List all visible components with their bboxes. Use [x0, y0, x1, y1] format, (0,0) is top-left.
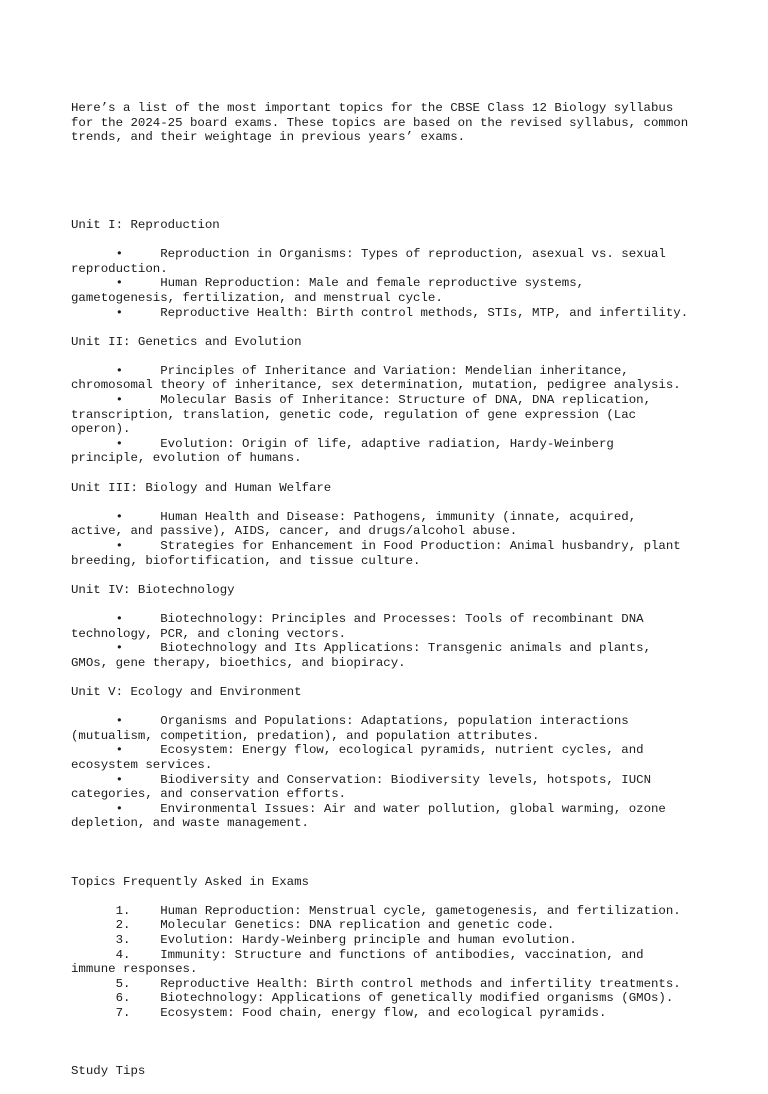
bullet-glyph: • [115, 363, 124, 378]
bullet-item [71, 247, 711, 276]
item-number: 6. [115, 991, 131, 1006]
bullet-glyph: • [115, 611, 124, 626]
item-text: Human Reproduction: Menstrual cycle, gametogenesis, and fertilization. [160, 903, 681, 918]
bullet-glyph: • [115, 276, 124, 291]
bullet-item [71, 437, 711, 466]
bullet-item [71, 510, 711, 539]
bullet-text: Human Health and Disease: Pathogens, immunity (innate, acquired, active, and passive), AIDS, cancer, and drugs/alcohol abuse. [71, 509, 637, 539]
bullet-glyph: • [115, 539, 124, 553]
bullet-glyph: • [115, 436, 124, 451]
study-tips-heading: Study Tips [71, 1064, 146, 1079]
bullet-item [71, 364, 711, 393]
bullet-item [71, 743, 711, 772]
bullet-text: Reproductive Health: Birth control methods, STIs, MTP, and infertility. [160, 305, 689, 320]
numbered-item [71, 948, 711, 977]
bullet-text: Human Reproduction: Male and female reproductive systems, gametogenesis, fertilization, and menstrual cycle. [71, 276, 585, 305]
bullet-text: Biodiversity and Conservation: Biodiversity levels, hotspots, IUCN categories, and conservation efforts. [71, 772, 651, 802]
document-page [71, 72, 711, 1094]
frequent-topics-section [71, 875, 711, 1036]
numbered-item [71, 933, 711, 948]
numbered-item [71, 991, 711, 1006]
item-number: 2. [115, 918, 131, 933]
item-number: 5. [115, 976, 131, 991]
item-number: 4. [115, 947, 131, 962]
unit-heading: Unit V: Ecology and Environment [71, 684, 302, 699]
unit-heading: Unit III: Biology and Human Welfare [71, 480, 332, 495]
item-text: Evolution: Hardy-Weinberg principle and human evolution. [160, 933, 577, 948]
item-number: 1. [115, 903, 131, 918]
bullet-text: Molecular Basis of Inheritance: Structure of DNA, DNA replication, transcription, translation, genetic code, regulation of gene expression (Lac operon). [71, 393, 651, 437]
bullet-item [71, 773, 711, 802]
numbered-item [71, 1006, 711, 1021]
bullet-glyph: • [115, 772, 124, 787]
bullet-item [71, 641, 711, 670]
bullet-text: Ecosystem: Energy flow, ecological pyramids, nutrient cycles, and ecosystem services. [71, 743, 644, 772]
bullet-item [71, 306, 711, 321]
item-text: Ecosystem: Food chain, energy flow, and ecological pyramids. [160, 1006, 607, 1020]
bullet-item [71, 393, 711, 437]
item-text: Biotechnology: Applications of genetically modified organisms (GMOs). [160, 991, 674, 1006]
units-section [71, 218, 711, 846]
bullet-glyph: • [115, 714, 124, 729]
bullet-item [71, 539, 711, 568]
unit-heading: Unit IV: Biotechnology [71, 582, 235, 597]
bullet-item [71, 612, 711, 641]
unit-heading: Unit I: Reproduction [71, 217, 220, 232]
item-text: Reproductive Health: Birth control methods and infertility treatments. [160, 976, 681, 991]
bullet-item [71, 714, 711, 743]
bullet-text: Evolution: Origin of life, adaptive radiation, Hardy-Weinberg principle, evolution of humans. [71, 436, 614, 466]
bullet-glyph: • [115, 743, 124, 758]
bullet-glyph: • [115, 247, 124, 262]
item-number: 3. [115, 933, 131, 948]
bullet-text: Environmental Issues: Air and water pollution, global warming, ozone depletion, and waste management. [71, 801, 666, 831]
intro-paragraph: Here’s a list of the most important topics for the CBSE Class 12 Biology syllabus for the 2024-25 board exams. These topics are based on the revised syllabus, common trends, and their weightage in previous years’ exams. [71, 101, 689, 145]
bullet-item [71, 802, 711, 831]
unit-heading: Unit II: Genetics and Evolution [71, 334, 302, 349]
frequent-topics-heading: Topics Frequently Asked in Exams [71, 874, 309, 889]
item-text: Molecular Genetics: DNA replication and genetic code. [160, 918, 555, 933]
bullet-glyph: • [115, 641, 124, 656]
bullet-text: Principles of Inheritance and Variation: Mendelian inheritance, chromosomal theory of inheritance, sex determination, mutation, pedigree analysis. [71, 363, 681, 393]
numbered-item [71, 918, 711, 933]
numbered-item [71, 977, 711, 992]
bullet-glyph: • [115, 305, 124, 320]
bullet-item [71, 276, 711, 305]
bullet-text: Organisms and Populations: Adaptations, population interactions (mutualism, competition, predation), and population attributes. [71, 714, 629, 743]
bullet-glyph: • [115, 801, 124, 816]
bullet-text: Biotechnology and Its Applications: Transgenic animals and plants, GMOs, gene therapy, bioethics, and biopiracy. [71, 641, 651, 670]
item-text: Immunity: Structure and functions of antibodies, vaccination, and immune responses. [71, 947, 644, 977]
bullet-text: Biotechnology: Principles and Processes: Tools of recombinant DNA technology, PCR, and cloning vectors. [71, 611, 644, 641]
bullet-text: Reproduction in Organisms: Types of reproduction, asexual vs. sexual reproduction. [71, 247, 666, 276]
numbered-item [71, 904, 711, 919]
bullet-glyph: • [115, 509, 124, 524]
item-number: 7. [115, 1006, 131, 1020]
bullet-text: Strategies for Enhancement in Food Production: Animal husbandry, plant breeding, biofortification, and tissue culture. [71, 539, 681, 568]
bullet-glyph: • [115, 393, 124, 408]
